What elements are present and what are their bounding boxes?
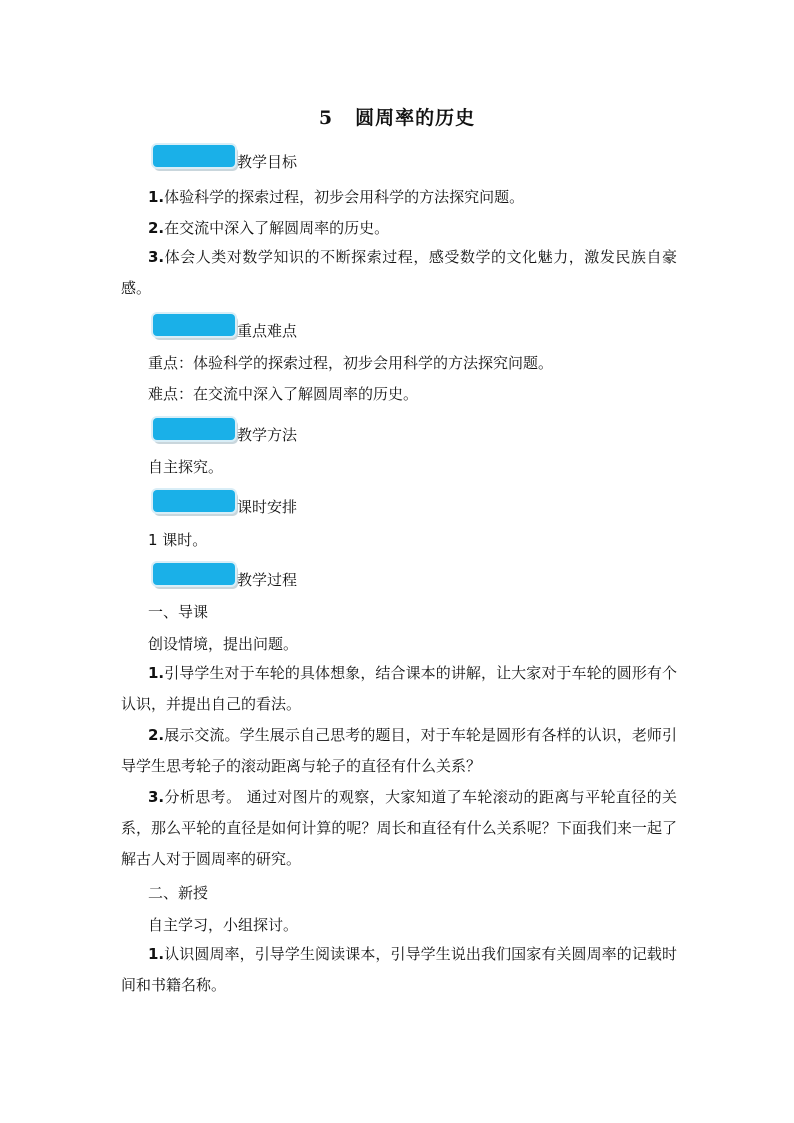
section-label: 教学方法 [237,426,298,444]
item-text: 认识圆周率，引导学生阅读课本，引导学生说出我们国家有关圆周率的记载时间和书籍名称。 [121,945,677,994]
part-title: 二、新授 [148,884,209,902]
item-text: 体验科学的探索过程，初步会用科学的方法探究问题。 [164,188,525,206]
process-item [121,939,677,1001]
process-item [121,658,677,720]
section-label: 教学目标 [237,153,298,171]
item-text: 分析思考。 通过对图片的观察，大家知道了车轮滚动的距离与平轮直径的关系，那么平轮的直径是如何计算的呢？周长和直径有什么关系呢？下面我们来一起了解古人对于圆周率的研究。 [121,788,677,868]
process-item [121,720,677,782]
item-number: 2. [148,219,165,237]
method-text: 自主探究。 [148,458,224,476]
title-number: 5 [318,107,334,129]
section-label: 重点难点 [237,322,298,340]
item-text: 体会人类对数学知识的不断探索过程，感受数学的文化魅力，激发民族自豪感。 [121,248,677,297]
item-text: 引导学生对于车轮的具体想象，结合课本的讲解，让大家对于车轮的圆形有个认识，并提出自己的看法。 [121,664,677,713]
section-tag-decoration [153,314,235,336]
process-item [121,782,677,875]
part-title: 一、导课 [148,603,209,621]
title-text: 圆周率的历史 [355,107,476,129]
item-number: 3. [148,248,165,266]
section-tag-decoration [153,563,235,585]
goal-item [148,217,389,238]
item-number: 1. [148,188,165,206]
section-label: 教学过程 [237,571,298,589]
section-tag-decoration [153,418,235,440]
item-text: 在交流中深入了解圆周率的历史。 [164,219,390,237]
goal-item [121,242,677,304]
section-label: 课时安排 [237,498,298,516]
goal-item [148,186,524,207]
schedule-text: 1 课时。 [148,531,208,549]
item-number: 2. [148,726,165,744]
key-point: 重点：体验科学的探索过程，初步会用科学的方法探究问题。 [148,354,554,372]
hard-point: 难点：在交流中深入了解圆周率的历史。 [148,385,419,403]
item-number: 1. [148,664,165,682]
section-tag-decoration [153,145,235,167]
page-title [0,103,794,130]
item-number: 1. [148,945,165,963]
item-text: 展示交流。学生展示自己思考的题目，对于车轮是圆形有各样的认识，老师引导学生思考轮子的滚动距离与轮子的直径有什么关系？ [121,726,677,775]
section-tag-decoration [153,490,235,512]
part-intro: 创设情境，提出问题。 [148,635,299,653]
part-intro: 自主学习，小组探讨。 [148,916,299,934]
item-number: 3. [148,788,165,806]
